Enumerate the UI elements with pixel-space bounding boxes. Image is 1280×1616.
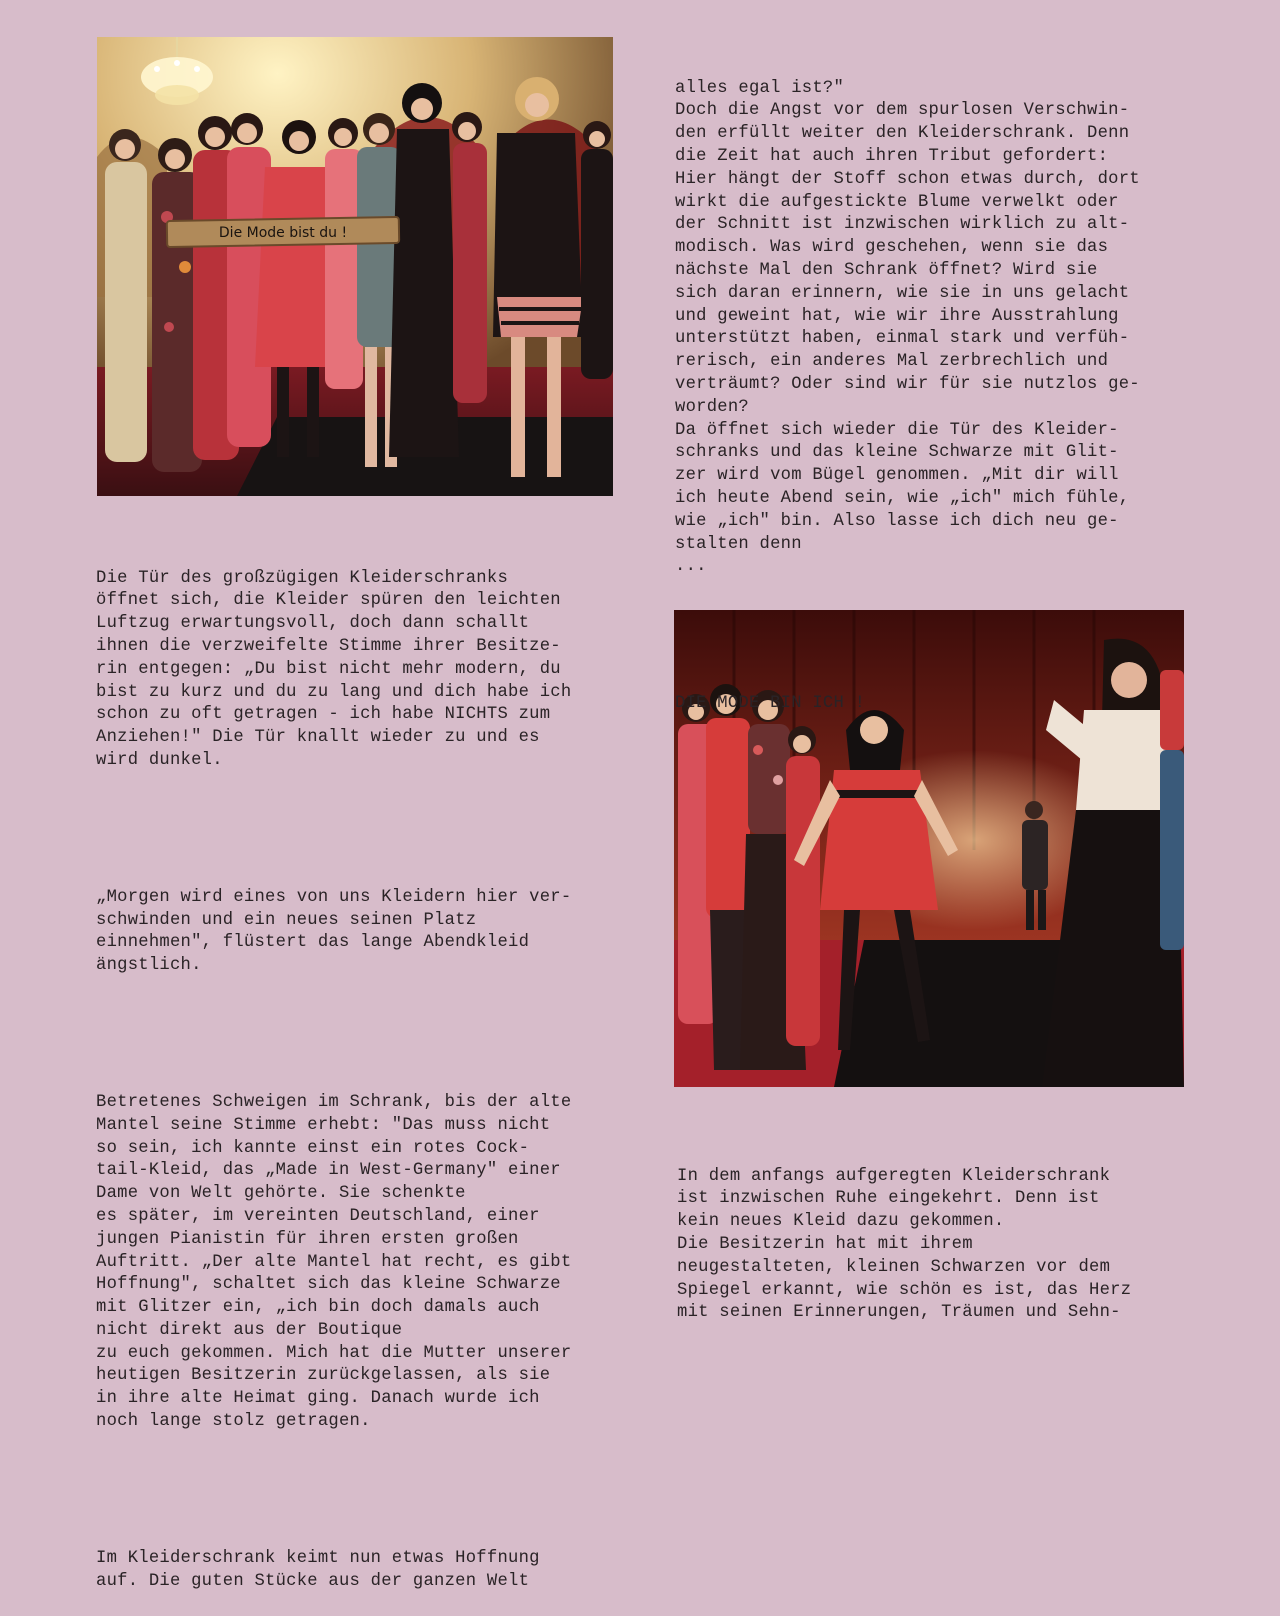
article-right-column-top (675, 32, 1235, 739)
paragraph-spacer (96, 818, 636, 841)
wooden-sign (167, 217, 399, 247)
article-right-column-bottom (677, 1120, 1237, 1348)
group-photo (97, 37, 613, 496)
paragraph-spacer (96, 1479, 636, 1502)
article-left-column (96, 522, 636, 1616)
paragraph: Im Kleiderschrank keimt nun etwas Hoffnung auf. Die guten Stücke aus der ganzen Welt (96, 1548, 540, 1591)
paragraph: „Morgen wird eines von uns Kleidern hier ver- schwinden und ein neues seinen Platz einnehmen", flüstert das lange Abendkleid ängstlich. (96, 887, 572, 976)
group-photo-image (97, 37, 613, 496)
paragraph-spacer (96, 1024, 636, 1047)
closing-statement: DIE MODE BIN ICH ! (675, 694, 866, 714)
paragraph: alles egal ist?" Doch die Angst vor dem spurlosen Verschwin- den erfüllt weiter den Kleiderschrank. Denn die Zeit hat auch ihren Tribut gefordert: Hier hängt der Stoff schon etwas durch, dort wirkt die aufgestickte Blume verwelkt oder der Schnitt ist inzwischen wirklich zu alt- modisch. Was wird geschehen, wenn sie das nächste Mal den Schrank öffnet? Wird sie sich daran erinnern, wie sie in uns gelacht und geweint hat, wie wir ihre Ausstrahlung unterstützt haben, einmal stark und verfüh- rerisch, ein anderes Mal zerbrechlich und verträumt? Oder sind wir für sie nutzlos ge- worden? Da öffnet sich wieder die Tür des Kleider- schranks und das kleine Schwarze mit Glit- zer wird vom Bügel genommen. „Mit dir will ich heute Abend sein, wie „ich" mich fühle, wie „ich" bin. Also lasse ich dich neu ge- stalten denn ... (675, 78, 1140, 577)
sign-text: Die Mode bist du ! (218, 225, 348, 241)
paragraph: Die Tür des großzügigen Kleiderschranks öffnet sich, die Kleider spüren den leichten Luftzug erwartungsvoll, doch dann schallt ihnen die verzweifelte Stimme ihrer Besitze- rin entgegen: „Du bist nicht mehr modern, du bist zu kurz und du zu lang und dich habe ich schon zu oft getragen - ich habe NICHTS zum Anziehen!" Die Tür knallt wieder zu und es wird dunkel. (96, 568, 572, 770)
paragraph: In dem anfangs aufgeregten Kleiderschrank ist inzwischen Ruhe eingekehrt. Denn ist kein neues Kleid dazu gekommen. Die Besitzerin hat mit ihrem neugestalteten, kleinen Schwarzen vor dem Spiegel erkannt, wie schön es ist, das Herz mit seinen Erinnerungen, Träumen und Sehn- (677, 1166, 1132, 1323)
paragraph-spacer (675, 625, 1235, 648)
paragraph: Betretenes Schweigen im Schrank, bis der alte Mantel seine Stimme erhebt: "Das muss nicht so sein, ich kannte einst ein rotes Cock- tail-Kleid, das „Made in West-Germany" einer Dame von Welt gehörte. Sie schenkte es später, im vereinten Deutschland, einer jungen Pianistin für ihren ersten großen Auftritt. „Der alte Mantel hat recht, es gibt Hoffnung", schaltet sich das kleine Schwarze mit Glitzer ein, „ich bin doch damals auch nicht direkt aus der Boutique zu euch gekommen. Mich hat die Mutter unserer heutigen Besitzerin zurückgelassen, als sie in ihre alte Heimat ging. Danach wurde ich noch lange stolz getragen. (96, 1092, 572, 1432)
